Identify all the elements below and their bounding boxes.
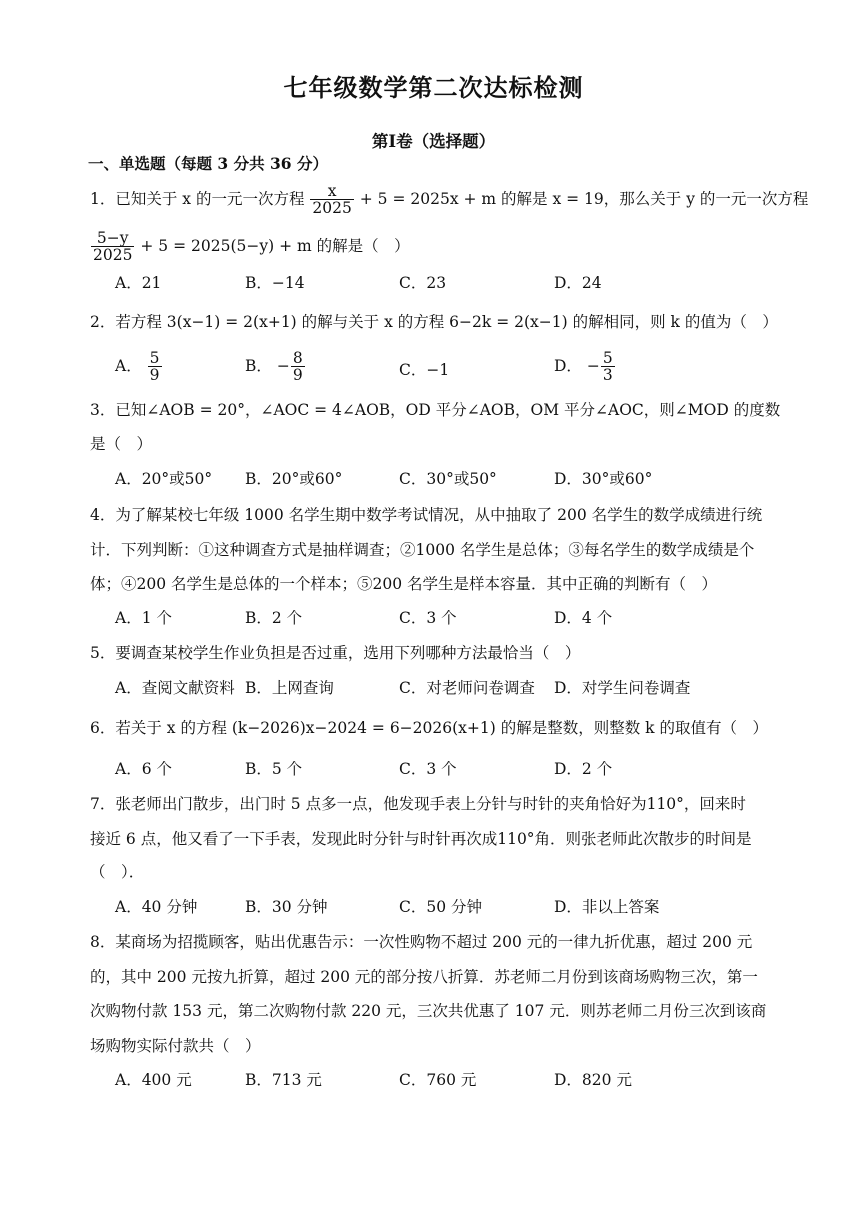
q8-option-a[interactable]: A．400 元 bbox=[115, 1071, 192, 1089]
q3-stem-line-2: 是（ ） bbox=[90, 435, 153, 453]
q5-option-b[interactable]: B．上网查询 bbox=[245, 679, 334, 697]
q8-stem-line-1: 8．某商场为招揽顾客，贴出优惠告示：一次性购物不超过 200 元的一律九折优惠，超过 200 元 bbox=[90, 933, 753, 951]
q8-stem-line-3: 次购物付款 153 元，第二次购物付款 220 元，三次共优惠了 107 元．则苏老师二月份三次到该商 bbox=[90, 1002, 767, 1020]
q8-stem-line-2: 的，其中 200 元按九折算，超过 200 元的部分按八折算．苏老师二月份到该商场购物三次，第一 bbox=[90, 968, 758, 986]
q2-option-c[interactable]: C．−1 bbox=[399, 361, 450, 379]
q2-option-a[interactable]: A． $\frac{5}{9}$ bbox=[115, 349, 160, 385]
q1-stem-line-2: $\frac{5-y}{2025}$ + 5 = 2025(5−y) + m 的解是（ ） bbox=[93, 229, 410, 265]
q2-stem: 2．若方程 3(x−1) = 2(x+1) 的解与关于 x 的方程 6−2k = 2(x−1) 的解相同，则 k 的值为（ ） bbox=[90, 313, 778, 331]
q1-option-d[interactable]: D．24 bbox=[554, 274, 602, 292]
q4-option-d[interactable]: D．4 个 bbox=[554, 609, 613, 627]
q3-stem-line-1: 3．已知∠AOB = 20°，∠AOC = 4∠AOB，OD 平分∠AOB，OM 平分∠AOC，则∠MOD 的度数 bbox=[90, 401, 781, 419]
q7-option-d[interactable]: D．非以上答案 bbox=[554, 898, 660, 916]
q1-option-b[interactable]: B．−14 bbox=[245, 274, 305, 292]
q4-option-a[interactable]: A．1 个 bbox=[115, 609, 172, 627]
q8-option-b[interactable]: B．713 元 bbox=[245, 1071, 322, 1089]
q6-option-b[interactable]: B．5 个 bbox=[245, 760, 303, 778]
q8-option-c[interactable]: C．760 元 bbox=[399, 1071, 477, 1089]
q7-stem-line-3: （ ）． bbox=[90, 863, 145, 881]
q4-option-b[interactable]: B．2 个 bbox=[245, 609, 303, 627]
q1-stem-line-1: 1．已知关于 x 的一元一次方程 $\frac{x}{2025}$ + 5 = 2025x + m 的解是 x = 19，那么关于 y 的一元一次方程 bbox=[90, 182, 809, 218]
q6-option-d[interactable]: D．2 个 bbox=[554, 760, 613, 778]
q4-stem-line-2: 计．下列判断：①这种调查方式是抽样调查；②1000 名学生是总体；③每名学生的数学成绩是个 bbox=[90, 541, 755, 559]
q8-option-d[interactable]: D．820 元 bbox=[554, 1071, 632, 1089]
section-heading: 一、单选题（每题 3 分共 36 分） bbox=[88, 154, 328, 173]
q7-option-b[interactable]: B．30 分钟 bbox=[245, 898, 328, 916]
q7-stem-line-2: 接近 6 点，他又看了一下手表，发现此时分针与时针再次成110°角．则张老师此次散步的时间是 bbox=[90, 830, 752, 848]
q3-option-c[interactable]: C．30°或50° bbox=[399, 470, 497, 488]
q3-option-a[interactable]: A．20°或50° bbox=[115, 470, 213, 488]
q4-stem-line-3: 体；④200 名学生是总体的一个样本；⑤200 名学生是样本容量．其中正确的判断有（ ） bbox=[90, 575, 718, 593]
q8-stem-line-4: 场购物实际付款共（ ） bbox=[90, 1037, 261, 1055]
q7-stem-line-1: 7．张老师出门散步，出门时 5 点多一点，他发现手表上分针与时针的夹角恰好为110°，回来时 bbox=[90, 795, 746, 813]
q6-stem: 6．若关于 x 的方程 (k−2026)x−2024 = 6−2026(x+1) 的解是整数，则整数 k 的取值有（ ） bbox=[90, 719, 768, 737]
q5-option-c[interactable]: C．对老师问卷调查 bbox=[399, 679, 535, 697]
q5-option-d[interactable]: D．对学生问卷调查 bbox=[554, 679, 691, 697]
part-heading: 第Ⅰ卷（选择题） bbox=[371, 132, 496, 151]
q5-option-a[interactable]: A．查阅文献资料 bbox=[115, 679, 235, 697]
q5-stem: 5．要调查某校学生作业负担是否过重，选用下列哪种方法最恰当（ ） bbox=[90, 644, 581, 662]
q7-option-c[interactable]: C．50 分钟 bbox=[399, 898, 483, 916]
q2-option-d[interactable]: D． − $\frac{5}{3}$ bbox=[554, 349, 613, 385]
q1-option-c[interactable]: C．23 bbox=[399, 274, 447, 292]
q7-option-a[interactable]: A．40 分钟 bbox=[115, 898, 198, 916]
q2-option-b[interactable]: B． − $\frac{8}{9}$ bbox=[245, 349, 303, 385]
page-title: 七年级数学第二次达标检测 bbox=[283, 73, 584, 102]
q4-stem-line-1: 4．为了解某校七年级 1000 名学生期中数学考试情况，从中抽取了 200 名学生的数学成绩进行统 bbox=[90, 506, 763, 524]
q3-option-d[interactable]: D．30°或60° bbox=[554, 470, 653, 488]
q4-option-c[interactable]: C．3 个 bbox=[399, 609, 457, 627]
q3-option-b[interactable]: B．20°或60° bbox=[245, 470, 343, 488]
q6-option-a[interactable]: A．6 个 bbox=[115, 760, 172, 778]
q1-option-a[interactable]: A．21 bbox=[115, 274, 162, 292]
q6-option-c[interactable]: C．3 个 bbox=[399, 760, 457, 778]
